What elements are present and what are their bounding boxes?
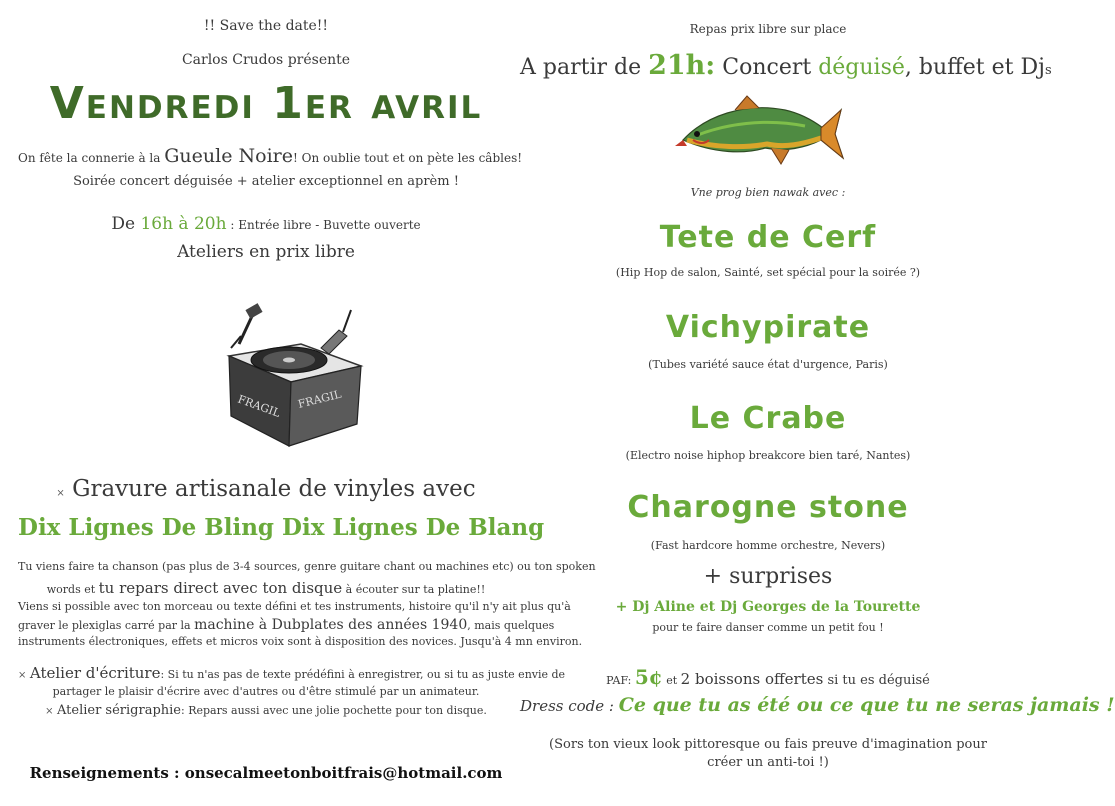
para2-line-d: instruments électroniques, effets et micros voix sont à disposition des novices. Jusqu'à 4 mn environ. xyxy=(18,635,583,648)
paf-line xyxy=(520,665,1016,689)
paf-boissons: 2 boissons offertes xyxy=(680,670,824,688)
bullet-icon: × xyxy=(18,670,27,681)
intro-text-b: ! On oublie tout et on pète les câbles! xyxy=(292,151,523,165)
apartir-deguise: déguisé xyxy=(818,55,905,80)
dress-text: Ce que tu as été ou ce que tu ne seras jamais ! xyxy=(618,694,1115,716)
paf-label: PAF: xyxy=(606,674,635,687)
serigraphie-title: Atelier sérigraphie xyxy=(57,703,182,718)
ecriture-line-b: partager le plaisir d'écrire avec d'autres ou d'être stimulé par un animateur. xyxy=(52,685,480,698)
start-time: 21h: xyxy=(648,50,716,81)
sors-line: (Sors ton vieux look pittoresque ou fais preuve d'imagination pour créer un anti-toi !) xyxy=(549,737,987,770)
right-column xyxy=(520,0,1115,806)
djs-sub-line: pour te faire danser comme un petit fou ! xyxy=(652,621,884,634)
turntable-illustration xyxy=(201,296,371,448)
dix-lignes-title: Dix Lignes De Bling Dix Lignes De Blang xyxy=(18,514,545,541)
para2-b: graver le plexiglas carré par la xyxy=(18,619,195,632)
ecriture-line-a xyxy=(18,664,566,682)
apartir-line xyxy=(520,50,1052,81)
para2-line-a: Viens si possible avec ton morceau ou texte défini et tes instruments, histoire qu'il n'y ait plus qu'à xyxy=(18,600,571,613)
time-de: De xyxy=(111,214,141,234)
time-line xyxy=(18,214,514,234)
repas-line: Repas prix libre sur place xyxy=(689,22,847,36)
fish-illustration xyxy=(675,88,845,170)
apartir-a: A partir de xyxy=(520,55,649,80)
intro-text-a: On fête la connerie à la xyxy=(18,151,165,165)
fragil-label-2: FRAGIL xyxy=(296,387,343,411)
para1-c: à écouter sur ta platine!! xyxy=(342,583,486,596)
para1-line-b xyxy=(18,579,514,597)
serigraphie-text: : Repars aussi avec une jolie pochette pour ton disque. xyxy=(181,704,487,717)
apartir-b: Concert xyxy=(715,55,819,80)
contact-line: Renseignements : onsecalmeetonboitfrais@hotmail.com xyxy=(29,764,503,782)
time-range: 16h à 20h xyxy=(140,214,227,234)
presenter: Carlos Crudos présente xyxy=(181,52,351,68)
band-desc-2: (Tubes variété sauce état d'urgence, Paris) xyxy=(648,358,888,371)
paf-price: 5¢ xyxy=(634,665,663,689)
gravure-heading xyxy=(18,476,514,502)
event-date-title: Vendredi 1er avril xyxy=(49,78,483,129)
fragil-label-1: FRAGIL xyxy=(235,392,283,420)
gravure-text: Gravure artisanale de vinyles avec xyxy=(72,476,476,502)
paf-rest: si tu es déguisé xyxy=(823,673,930,688)
bullet-icon: × xyxy=(45,706,54,717)
time-rest: : Entrée libre - Buvette ouverte xyxy=(226,218,421,232)
ecriture-title: Atelier d'écriture xyxy=(29,664,161,682)
bullet-icon: × xyxy=(56,488,65,499)
ecriture-text-a: : Si tu n'as pas de texte prédéfini à enregistrer, ou si tu as juste envie de xyxy=(160,668,566,681)
paf-et: et xyxy=(662,674,681,687)
save-the-date: !! Save the date!! xyxy=(203,18,329,34)
surprises-line: + surprises xyxy=(703,564,833,589)
djs-line: + Dj Aline et Dj Georges de la Tourette xyxy=(615,599,921,615)
band-desc-4: (Fast hardcore homme orchestre, Nevers) xyxy=(650,539,886,552)
para1-b: words et xyxy=(46,583,99,596)
para2-machine: machine à Dubplates des années 1940 xyxy=(194,617,468,633)
band-name-4: Charogne stone xyxy=(627,490,909,525)
para2-c: , mais quelques xyxy=(467,619,555,632)
ateliers-heading: Ateliers en prix libre xyxy=(177,242,355,262)
intro-line-1 xyxy=(18,145,523,167)
band-name-2: Vichypirate xyxy=(665,310,871,345)
dress-label: Dress code : xyxy=(520,697,619,715)
para1-highlight: tu repars direct avec ton disque xyxy=(98,579,343,597)
intro-line-2: Soirée concert déguisée + atelier exceptionnel en aprèm ! xyxy=(73,174,459,189)
serigraphie-line xyxy=(18,703,514,718)
venue-name: Gueule Noire xyxy=(164,145,293,167)
prog-line: Vne prog bien nawak avec : xyxy=(690,186,846,199)
band-desc-3: (Electro noise hiphop breakcore bien taré, Nantes) xyxy=(625,449,911,462)
band-desc-1: (Hip Hop de salon, Sainté, set spécial pour la soirée ?) xyxy=(615,266,921,279)
apartir-s: s xyxy=(1044,63,1052,78)
para2-line-b xyxy=(18,617,555,633)
para1-line-a: Tu viens faire ta chanson (pas plus de 3-4 sources, genre guitare chant ou machines etc) ou ton spoken xyxy=(18,560,596,573)
dress-code-line xyxy=(520,694,1115,716)
band-name-1: Tete de Cerf xyxy=(659,220,877,255)
band-name-3: Le Crabe xyxy=(689,401,847,436)
apartir-c: , buffet et Dj xyxy=(904,55,1045,80)
